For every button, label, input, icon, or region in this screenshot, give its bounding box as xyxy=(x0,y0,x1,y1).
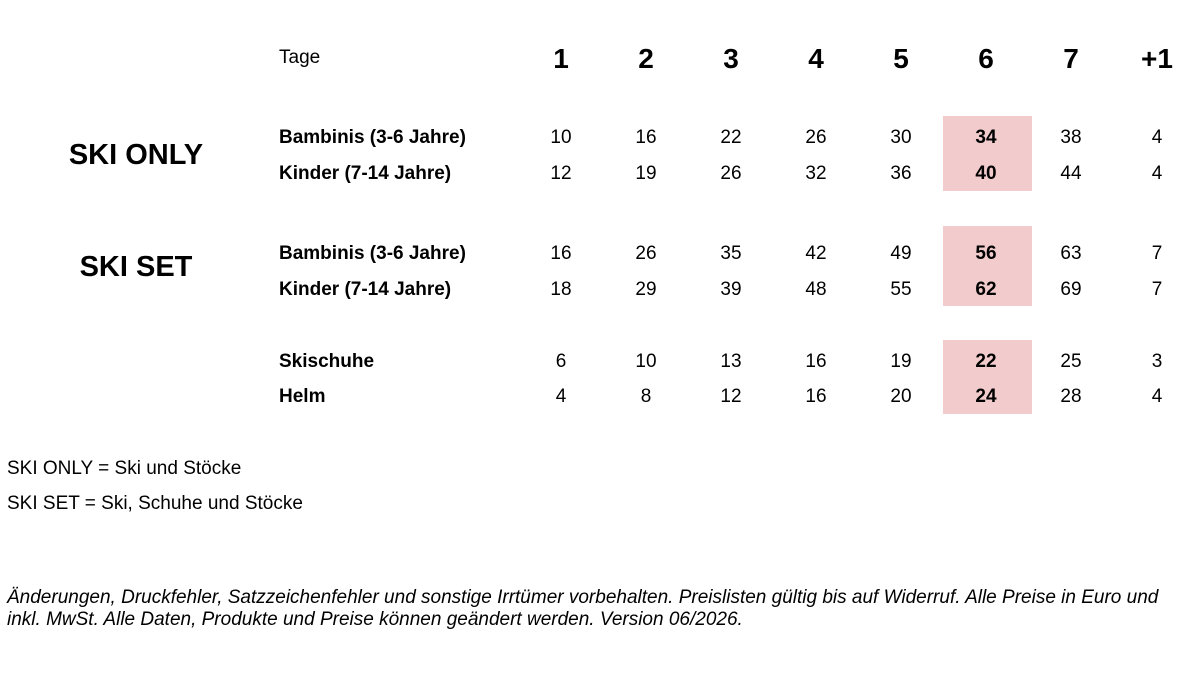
price-cell: 35 xyxy=(720,243,742,264)
row-label: Bambinis (3-6 Jahre) xyxy=(279,243,466,264)
price-cell: 69 xyxy=(1060,279,1082,300)
row-label: Bambinis (3-6 Jahre) xyxy=(279,127,466,148)
price-cell-highlighted: 40 xyxy=(975,163,997,184)
price-cell: 44 xyxy=(1060,163,1082,184)
price-cell: 4 xyxy=(555,386,567,407)
disclaimer-text: Änderungen, Druckfehler, Satzzeichenfehler und sonstige Irrtümer vorbehalten. Preislisten gültig bis auf Widerruf. Alle Preise in Euro und inkl. MwSt. Alle Daten, Produkte und Preise können geändert werden. Version 06/2026. xyxy=(7,587,1159,630)
price-cell: 29 xyxy=(635,279,657,300)
price-cell: 20 xyxy=(890,386,912,407)
legend-note-ski-only: SKI ONLY = Ski und Stöcke xyxy=(7,458,242,479)
price-cell: 42 xyxy=(805,243,827,264)
price-cell: 36 xyxy=(890,163,912,184)
price-cell: 63 xyxy=(1060,243,1082,264)
price-cell: 4 xyxy=(1151,163,1163,184)
price-cell: 32 xyxy=(805,163,827,184)
price-cell: 19 xyxy=(635,163,657,184)
price-cell-highlighted: 62 xyxy=(975,279,997,300)
price-cell: 26 xyxy=(635,243,657,264)
price-cell: 19 xyxy=(890,351,912,372)
day-header-3: 3 xyxy=(723,43,739,74)
price-cell: 6 xyxy=(555,351,567,372)
price-cell: 4 xyxy=(1151,127,1163,148)
price-cell: 3 xyxy=(1151,351,1163,372)
day-header-7: 7 xyxy=(1063,43,1079,74)
price-cell: 16 xyxy=(805,351,827,372)
price-cell: 39 xyxy=(720,279,742,300)
price-cell: 7 xyxy=(1151,279,1163,300)
price-cell: 7 xyxy=(1151,243,1163,264)
price-cell-highlighted: 56 xyxy=(975,243,997,264)
price-cell: 25 xyxy=(1060,351,1082,372)
price-cell: 12 xyxy=(720,386,742,407)
price-cell-highlighted: 24 xyxy=(975,386,997,407)
price-cell: 55 xyxy=(890,279,912,300)
day-header-plus1: +1 xyxy=(1141,43,1173,74)
row-label: Kinder (7-14 Jahre) xyxy=(279,279,452,300)
day-header-2: 2 xyxy=(638,43,654,74)
price-cell: 30 xyxy=(890,127,912,148)
row-label: Kinder (7-14 Jahre) xyxy=(279,163,452,184)
price-cell: 49 xyxy=(890,243,912,264)
group-title-ski-only: SKI ONLY xyxy=(68,139,204,171)
price-cell: 28 xyxy=(1060,386,1082,407)
price-cell: 12 xyxy=(550,163,572,184)
price-cell: 26 xyxy=(805,127,827,148)
price-cell: 13 xyxy=(720,351,742,372)
row-label: Helm xyxy=(279,386,326,407)
price-cell: 16 xyxy=(805,386,827,407)
day-header-1: 1 xyxy=(553,43,569,74)
price-cell: 26 xyxy=(720,163,742,184)
price-cell: 4 xyxy=(1151,386,1163,407)
price-cell: 38 xyxy=(1060,127,1082,148)
price-cell: 48 xyxy=(805,279,827,300)
price-cell: 16 xyxy=(635,127,657,148)
price-cell: 22 xyxy=(720,127,742,148)
price-cell: 8 xyxy=(640,386,652,407)
price-cell: 16 xyxy=(550,243,572,264)
row-label: Skischuhe xyxy=(279,351,375,372)
legend-note-ski-set: SKI SET = Ski, Schuhe und Stöcke xyxy=(7,493,303,514)
price-cell: 10 xyxy=(635,351,657,372)
days-header-label: Tage xyxy=(279,47,321,68)
price-cell: 10 xyxy=(550,127,572,148)
day-header-5: 5 xyxy=(893,43,909,74)
price-cell-highlighted: 34 xyxy=(975,127,997,148)
price-cell-highlighted: 22 xyxy=(975,351,997,372)
group-title-ski-set: SKI SET xyxy=(79,251,193,283)
price-cell: 18 xyxy=(550,279,572,300)
day-header-6: 6 xyxy=(978,43,994,74)
day-header-4: 4 xyxy=(808,43,824,74)
